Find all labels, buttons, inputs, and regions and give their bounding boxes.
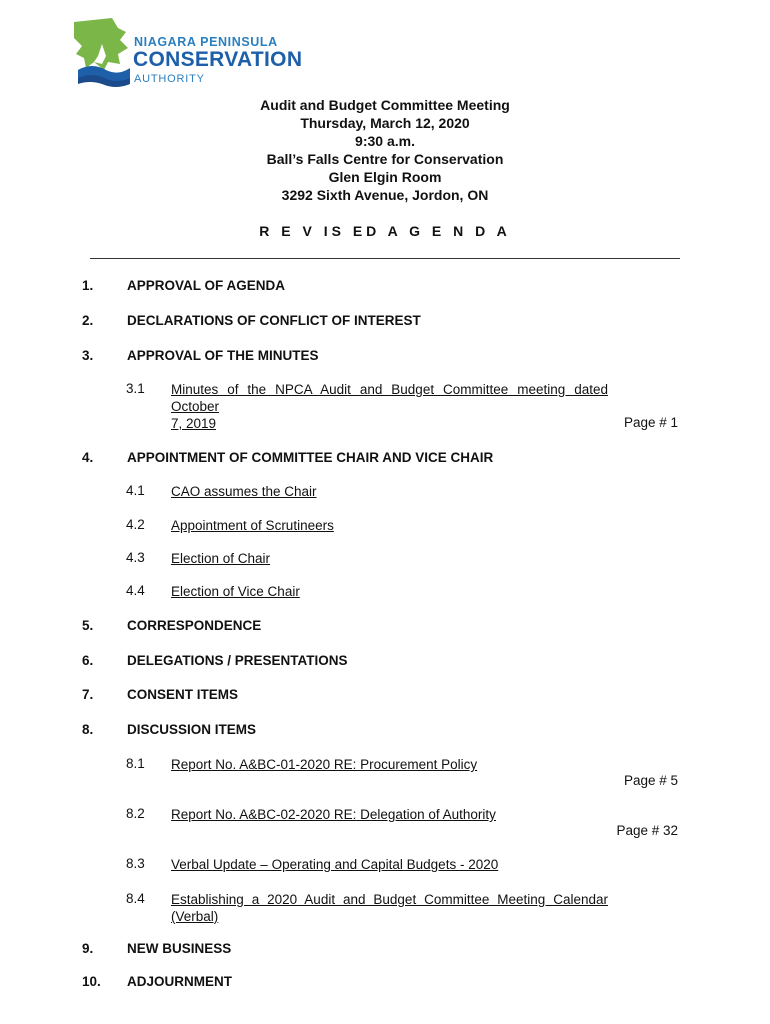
page-reference: Page # 32 <box>616 823 678 838</box>
subitem-number: 4.2 <box>126 517 145 532</box>
item-label: APPROVAL OF THE MINUTES <box>127 348 319 363</box>
item-number: 3. <box>82 348 94 363</box>
item-number: 7. <box>82 687 94 702</box>
meeting-address: 3292 Sixth Avenue, Jordon, ON <box>281 187 489 203</box>
logo-line-2: CONSERVATION <box>133 48 303 71</box>
subitem-link-continued[interactable]: (Verbal) <box>171 909 219 924</box>
subitem-link[interactable]: Appointment of Scrutineers <box>171 518 334 533</box>
subitem-number: 3.1 <box>126 381 145 396</box>
item-number: 8. <box>82 722 94 737</box>
item-label: DECLARATIONS OF CONFLICT OF INTEREST <box>127 313 421 328</box>
subitem-number: 8.1 <box>126 756 145 771</box>
subitem-number: 8.4 <box>126 891 145 906</box>
subitem-number: 8.2 <box>126 806 145 821</box>
subitem-link[interactable]: Verbal Update – Operating and Capital Budgets - 2020 <box>171 857 499 872</box>
item-label: DISCUSSION ITEMS <box>127 722 257 737</box>
subitem-link-continued[interactable]: October 7, 2019 <box>171 399 220 431</box>
agenda-title: R E V IS ED A G E N D A <box>259 223 511 239</box>
meeting-venue: Ball’s Falls Centre for Conservation <box>266 151 504 167</box>
item-label: CONSENT ITEMS <box>127 687 239 702</box>
subitem-number: 4.1 <box>126 483 145 498</box>
item-label: ADJOURNMENT <box>127 974 233 989</box>
npca-logo <box>72 18 322 90</box>
page-reference: Page # 1 <box>623 415 678 430</box>
page-reference: Page # 5 <box>623 773 678 788</box>
subitem-link[interactable]: Minutes of the NPCA Audit and Budget Committee meeting dated <box>171 382 608 397</box>
subitem-link[interactable]: Report No. A&BC-01-2020 RE: Procurement Policy <box>171 757 478 772</box>
meeting-header <box>0 96 770 204</box>
subitem-link[interactable]: Report No. A&BC-02-2020 RE: Delegation of Authority <box>171 807 496 822</box>
subitem-link[interactable]: CAO assumes the Chair <box>171 484 317 499</box>
subitem-link[interactable]: Election of Chair <box>171 551 271 566</box>
meeting-time: 9:30 a.m. <box>355 133 415 149</box>
item-label: NEW BUSINESS <box>127 941 232 956</box>
item-label: DELEGATIONS / PRESENTATIONS <box>127 653 348 668</box>
meeting-room: Glen Elgin Room <box>328 169 442 185</box>
subitem-number: 4.4 <box>126 583 145 598</box>
item-label: APPROVAL OF AGENDA <box>127 278 286 293</box>
item-number: 2. <box>82 313 94 328</box>
item-number: 6. <box>82 653 94 668</box>
item-number: 4. <box>82 450 94 465</box>
meeting-date: Thursday, March 12, 2020 <box>300 115 470 131</box>
logo-line-1: NIAGARA PENINSULA <box>134 35 278 49</box>
item-number: 5. <box>82 618 94 633</box>
divider <box>90 258 680 259</box>
maple-leaf-icon <box>72 18 134 88</box>
item-number: 9. <box>82 941 94 956</box>
subitem-number: 8.3 <box>126 856 145 871</box>
meeting-title: Audit and Budget Committee Meeting <box>260 97 510 113</box>
subitem-number: 4.3 <box>126 550 145 565</box>
logo-line-3: AUTHORITY <box>134 73 205 85</box>
item-number: 1. <box>82 278 94 293</box>
item-number: 10. <box>82 974 101 989</box>
subitem-link[interactable]: Establishing a 2020 Audit and Budget Committee Meeting Calendar <box>171 892 608 907</box>
item-label: CORRESPONDENCE <box>127 618 262 633</box>
subitem-link[interactable]: Election of Vice Chair <box>171 584 300 599</box>
item-label: APPOINTMENT OF COMMITTEE CHAIR AND VICE CHAIR <box>127 450 494 465</box>
